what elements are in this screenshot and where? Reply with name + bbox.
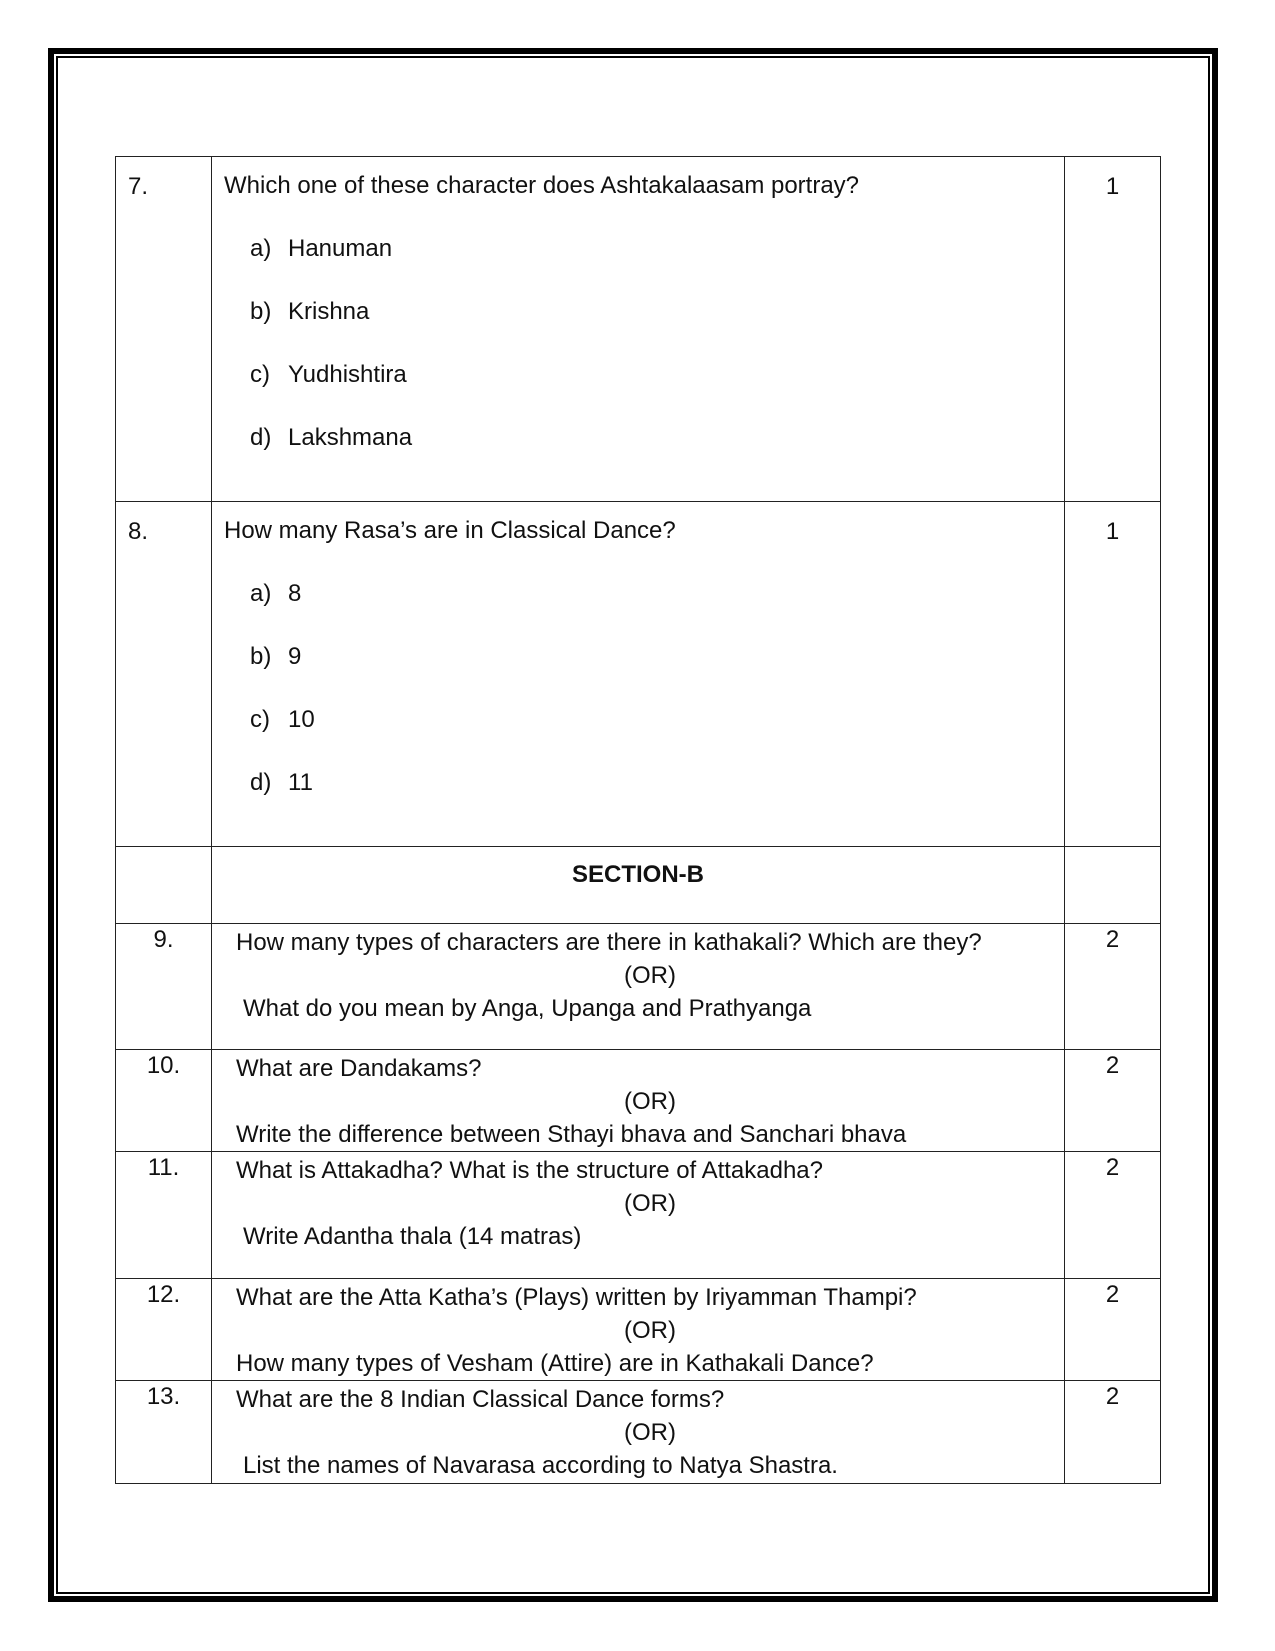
option-text: Yudhishtira [288,361,407,388]
question-marks: 2 [1065,1279,1161,1381]
options-list [224,579,1064,831]
question-number: 13. [116,1381,212,1484]
option-item [250,297,1064,360]
table-row [116,924,1161,1050]
question-text: What is Attakadha? What is the structure of Attakadha? [236,1157,823,1184]
question-text: What are Dandakams? [236,1055,482,1082]
question-marks: 2 [1065,1152,1161,1279]
alternative-question: How many types of Vesham (Attire) are in Kathakali Dance? [236,1350,874,1377]
option-label: a) [250,235,272,262]
option-text: 11 [288,769,313,796]
option-item [250,234,1064,297]
question-cell [212,1381,1065,1484]
question-cell [212,157,1065,502]
question-cell [212,1152,1065,1279]
options-list [224,234,1064,486]
option-item [250,423,1064,486]
or-label: (OR) [624,1317,676,1344]
option-text: Hanuman [288,235,393,262]
option-label: a) [250,580,272,607]
question-cell [212,502,1065,847]
or-label: (OR) [624,1419,676,1446]
option-text: 8 [288,580,302,607]
option-item [250,642,1064,705]
question-text: How many Rasa’s are in Classical Dance? [224,517,676,544]
empty-cell [116,847,212,924]
table-row [116,1381,1161,1484]
or-label: (OR) [624,1190,676,1217]
alternative-question: What do you mean by Anga, Upanga and Prathyanga [243,995,812,1022]
table-row [116,1050,1161,1152]
question-cell [212,1279,1065,1381]
alternative-question: Write Adantha thala (14 matras) [243,1223,582,1250]
option-label: c) [250,361,270,388]
question-number: 8. [116,502,212,847]
option-label: b) [250,643,272,670]
question-table [115,156,1161,1484]
question-marks: 2 [1065,1381,1161,1484]
option-item [250,705,1064,768]
question-text: Which one of these character does Ashtakalaasam portray? [224,172,860,199]
table-row [116,1152,1161,1279]
option-text: Krishna [288,298,370,325]
question-number: 9. [116,924,212,1050]
question-number: 11. [116,1152,212,1279]
option-text: 9 [288,643,302,670]
table-row [116,1279,1161,1381]
option-text: 10 [288,706,315,733]
question-text: What are the Atta Katha’s (Plays) written by Iriyamman Thampi? [236,1284,917,1311]
question-text: What are the 8 Indian Classical Dance forms? [236,1386,725,1413]
question-number: 12. [116,1279,212,1381]
question-marks: 2 [1065,1050,1161,1152]
alternative-question: List the names of Navarasa according to Natya Shastra. [243,1452,838,1479]
option-label: b) [250,298,272,325]
or-label: (OR) [624,962,676,989]
option-item [250,360,1064,423]
or-label: (OR) [624,1088,676,1115]
empty-cell [1065,847,1161,924]
option-item [250,579,1064,642]
option-label: c) [250,706,270,733]
table-row [116,502,1161,847]
question-cell [212,1050,1065,1152]
section-row [116,847,1161,924]
question-cell [212,924,1065,1050]
option-item [250,768,1064,831]
option-text: Lakshmana [288,424,413,451]
question-marks: 1 [1065,502,1161,847]
question-number: 7. [116,157,212,502]
question-marks: 2 [1065,924,1161,1050]
section-title: SECTION-B [212,847,1065,924]
option-label: d) [250,769,272,796]
question-number: 10. [116,1050,212,1152]
question-marks: 1 [1065,157,1161,502]
alternative-question: Write the difference between Sthayi bhava and Sanchari bhava [236,1121,907,1148]
question-text: How many types of characters are there in kathakali? Which are they? [236,929,982,956]
table-row [116,157,1161,502]
option-label: d) [250,424,272,451]
